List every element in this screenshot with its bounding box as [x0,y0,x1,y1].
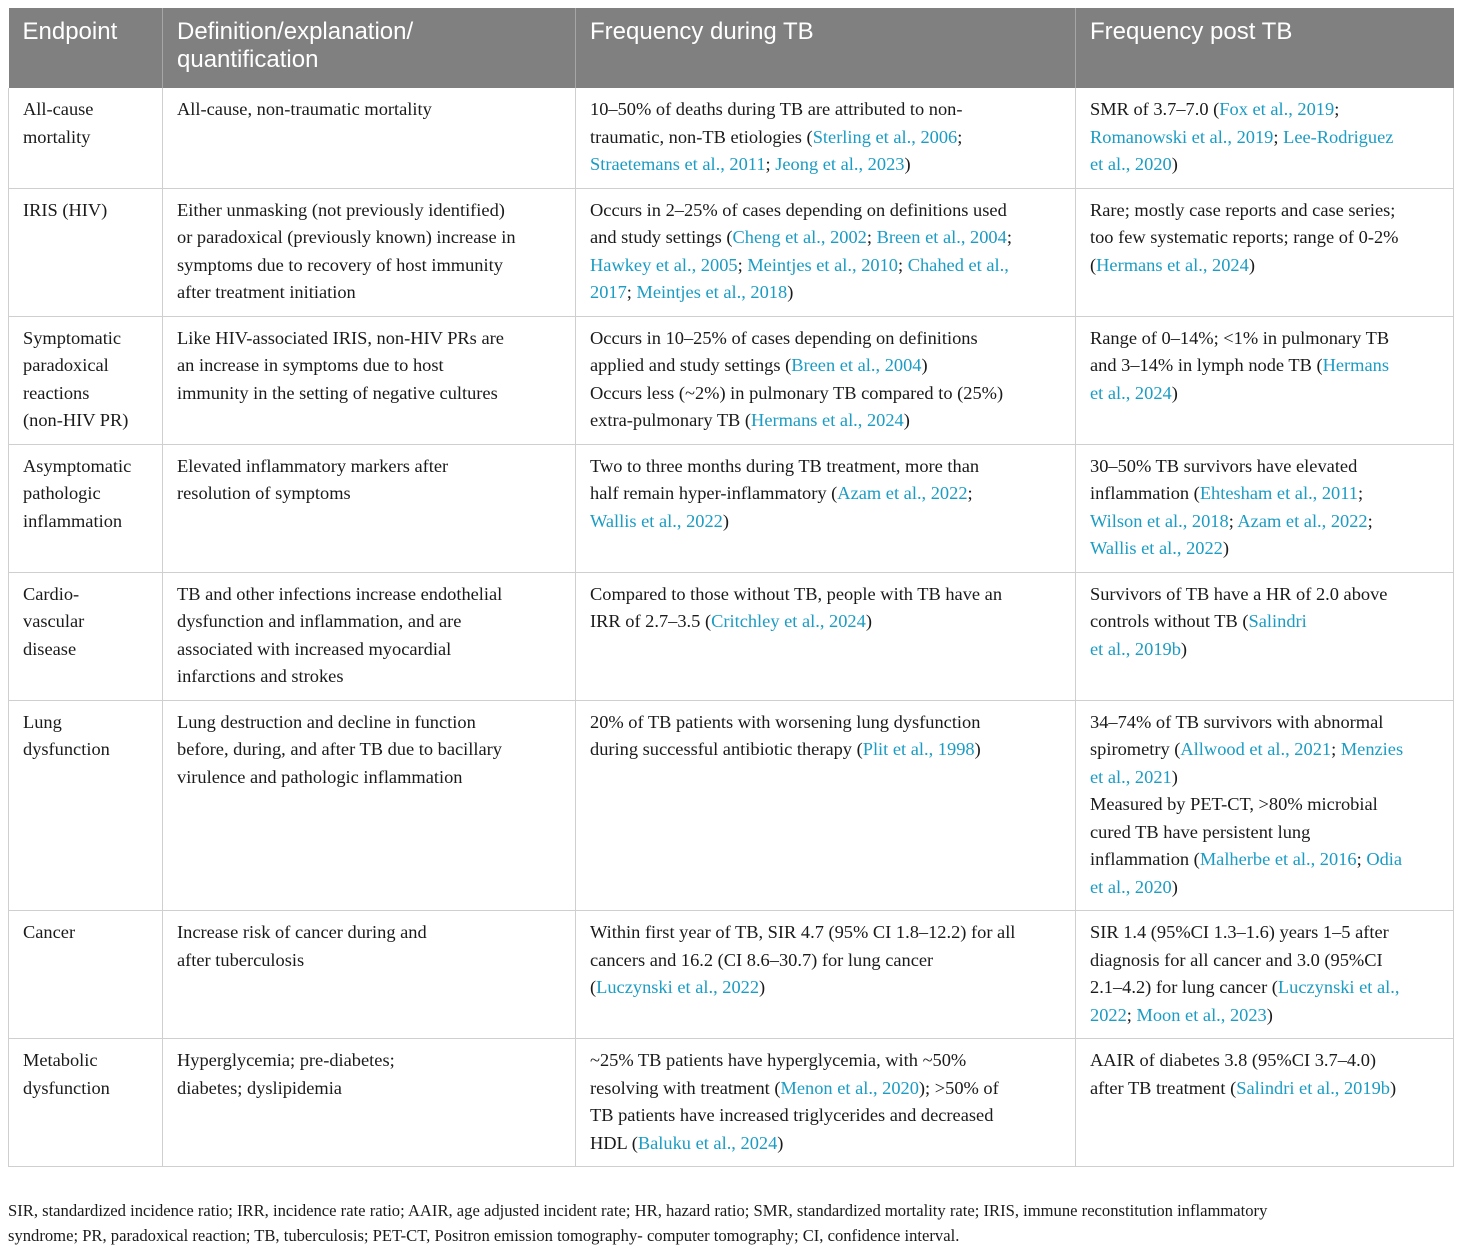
endpoint-cell-line: vascular [23,611,85,631]
frequency-during-cell-line [590,480,1061,508]
cell-text: ) [759,977,766,997]
cell-text: ) [777,1132,784,1153]
endpoint-cell [9,88,163,188]
cell-text: cancers and 16.2 (CI 8.6–30.7) for lung cancer [590,949,934,970]
definition-cell-line: after treatment initiation [177,282,356,302]
cell-text: IRR of 2.7–3.5 ( [590,611,712,631]
reference-link[interactable]: Azam et al., 2022 [837,483,968,503]
frequency-post-cell-line [1090,791,1439,819]
frequency-post-cell-line [1090,453,1439,481]
frequency-during-cell-line [590,508,1061,536]
table-row [9,188,1454,316]
cell-text: Occurs in 10–25% of cases depending on definitions [590,327,978,348]
header-definition [163,8,576,88]
cell-text: spirometry ( [1090,739,1181,759]
endpoint-cell-line: Metabolic [23,1050,98,1070]
frequency-during-cell-line [590,1102,1061,1130]
definition-cell [163,572,576,700]
cell-text: Within first year of TB, SIR 4.7 (95% CI 1.8–12.2) for all [590,922,1016,942]
definition-cell-line: Hyperglycemia; pre-diabetes; [177,1050,395,1070]
frequency-post-cell [1076,88,1454,188]
endpoint-cell [9,188,163,316]
table-row [9,88,1454,188]
cell-text: Range of 0–14%; <1% in pulmonary TB [1090,327,1390,348]
endpoint-cell-line: All-cause [23,99,94,119]
reference-link[interactable]: et al., 2020 [1090,154,1172,174]
frequency-post-cell-line [1090,124,1439,152]
endpoints-table [8,8,1454,1167]
frequency-during-cell-line [590,453,1061,481]
cell-text: diagnosis for all cancer and 3.0 (95%CI [1090,949,1383,970]
cell-text: ( [1090,254,1097,275]
cell-text: 2.1–4.2) for lung cancer ( [1090,977,1278,997]
definition-cell-line: virulence and pathologic inflammation [177,766,463,787]
cell-text: ; [866,227,877,247]
frequency-during-cell-line [590,224,1061,252]
definition-cell-line: dysfunction and inflammation, and are [177,611,462,631]
frequency-during-cell-line [590,709,1061,737]
cell-text: Occurs less (~2%) in pulmonary TB compared to (25%) [590,382,1004,403]
reference-link[interactable]: Allwood et al., 2021 [1180,739,1332,759]
frequency-during-cell [576,444,1076,572]
frequency-during-cell [576,88,1076,188]
reference-link[interactable]: 2022 [1090,1004,1127,1025]
cell-text: cured TB have persistent lung [1090,821,1311,842]
frequency-post-cell-line [1090,224,1439,252]
frequency-during-cell-line [590,252,1061,280]
definition-cell-line: diabetes; dyslipidemia [177,1077,342,1098]
endpoint-cell-line: reactions [23,382,90,403]
definition-cell [163,316,576,444]
cell-text: Rare; mostly case reports and case series; [1090,199,1396,220]
cell-text: ; [898,254,908,275]
frequency-post-cell [1076,444,1454,572]
frequency-post-cell [1076,911,1454,1039]
endpoint-cell [9,572,163,700]
definition-cell-line: after tuberculosis [177,949,305,970]
cell-text: 30–50% TB survivors have elevated [1090,455,1358,476]
frequency-post-cell-line [1090,380,1439,408]
table-row [9,572,1454,700]
definition-cell-line: Like HIV-associated IRIS, non-HIV PRs are [177,327,504,348]
definition-cell [163,88,576,188]
cell-text: applied and study settings ( [590,355,792,375]
reference-link[interactable]: Romanowski et al., 2019 [1090,126,1274,147]
cell-text: ); >50% of [918,1077,999,1098]
reference-link[interactable]: Baluku et al., 2024 [637,1132,778,1153]
reference-link[interactable]: Hermans [1322,355,1389,375]
definition-cell-line: associated with increased myocardial [177,638,452,659]
frequency-post-cell-line [1090,846,1439,874]
cell-text: Survivors of TB have a HR of 2.0 above [1090,583,1388,604]
frequency-post-cell [1076,700,1454,911]
reference-link[interactable]: et al., 2024 [1090,382,1172,403]
endpoint-cell-line: pathologic [23,483,101,503]
reference-link[interactable]: Moon et al., 2023 [1136,1004,1267,1025]
definition-cell-line: Lung destruction and decline in function [177,711,476,732]
table-body [9,88,1454,1167]
cell-text: ) [722,510,729,531]
cell-text: ; [1334,99,1340,119]
endpoint-cell-line: Lung [23,711,62,732]
cell-text: ; [1356,849,1367,869]
cell-text: traumatic, non-TB etiologies ( [590,126,813,147]
header-definition-line2: quantification [177,46,319,73]
cell-text: ; [1357,483,1364,503]
frequency-during-cell [576,1039,1076,1167]
frequency-post-cell-line [1090,608,1439,636]
definition-cell-line: before, during, and after TB due to bacillary [177,739,502,759]
cell-text: AAIR of diabetes 3.8 (95%CI 3.7–4.0) [1090,1050,1377,1070]
cell-text: too few systematic reports; range of 0-2% [1090,227,1399,247]
reference-link[interactable]: Lee-Rodriguez [1283,126,1394,147]
frequency-post-cell-line [1090,1047,1439,1075]
reference-link[interactable]: Luczynski et al., [1277,977,1400,997]
footnote-line: SIR, standardized incidence ratio; IRR, incidence rate ratio; AAIR, age adjusted incident rate; HR, hazard ratio; SMR, standardized mortality rate; IRIS, immune reconstitution inflammatory [8,1201,1268,1220]
definition-cell [163,700,576,911]
definition-cell-line: immunity in the setting of negative cultures [177,382,498,403]
endpoint-cell-line: Cancer [23,922,76,942]
reference-link[interactable]: Ehtesham et al., 2011 [1199,483,1358,503]
endpoint-cell-line: Symptomatic [23,327,122,348]
header-endpoint: Endpoint [9,8,163,88]
endpoint-cell-line: Cardio- [23,583,80,604]
definition-cell [163,911,576,1039]
reference-link[interactable]: Wallis et al., 2022 [1090,538,1223,558]
cell-text: 34–74% of TB survivors with abnormal [1090,711,1384,732]
cell-text: Compared to those without TB, people with TB have an [590,583,1003,604]
frequency-post-cell [1076,572,1454,700]
endpoint-cell-line: IRIS (HIV) [23,199,108,220]
frequency-during-cell-line [590,407,1061,435]
cell-text: after TB treatment ( [1090,1077,1237,1098]
reference-link[interactable]: Breen et al., 2004 [791,355,922,375]
cell-text: ) [1222,538,1229,558]
table-row [9,444,1454,572]
frequency-during-cell-line [590,1130,1061,1158]
endpoint-cell-line: dysfunction [23,1077,110,1098]
frequency-during-cell [576,911,1076,1039]
cell-text: 10–50% of deaths during TB are attributed to non- [590,99,963,119]
frequency-during-cell-line [590,736,1061,764]
frequency-during-cell-line [590,197,1061,225]
table-row [9,1039,1454,1167]
reference-link[interactable]: Plit et al., 1998 [862,739,975,759]
frequency-post-cell-line [1090,1075,1439,1103]
reference-link[interactable]: Hermans et al., 2024 [751,410,904,430]
definition-cell-line: resolution of symptoms [177,483,351,503]
frequency-during-cell-line [590,1047,1061,1075]
frequency-during-cell-line [590,608,1061,636]
reference-link[interactable]: Wallis et al., 2022 [590,510,723,531]
cell-text: ; [1006,227,1012,247]
definition-cell-line: an increase in symptoms due to host [177,355,444,375]
cell-text: TB patients have increased triglycerides and decreased [590,1105,994,1125]
reference-link[interactable]: Odia [1366,849,1403,869]
frequency-during-cell-line [590,919,1061,947]
reference-link[interactable]: Salindri [1248,611,1307,631]
cell-text: ; [1331,739,1341,759]
cell-text: inflammation ( [1090,849,1200,869]
endpoint-cell [9,316,163,444]
reference-link[interactable]: Luczynski et al., 2022 [596,977,760,997]
cell-text: ) [1171,154,1178,174]
endpoint-cell-line: dysfunction [23,739,110,759]
definition-cell [163,188,576,316]
frequency-post-cell-line [1090,581,1439,609]
reference-link[interactable]: Fox et al., 2019 [1219,99,1335,119]
frequency-during-cell [576,188,1076,316]
frequency-post-cell-line [1090,764,1439,792]
cell-text: ) [1180,638,1188,659]
cell-text: ) [1171,876,1178,897]
cell-text: ; [967,483,973,503]
header-frequency-post: Frequency post TB [1076,8,1454,88]
cell-text: ) [903,410,910,430]
definition-cell-line: Either unmasking (not previously identified) [177,199,505,220]
definition-cell [163,1039,576,1167]
cell-text: ) [1171,766,1178,787]
cell-text: ; [1126,1004,1137,1025]
endpoint-cell-line: (non-HIV PR) [23,410,129,430]
header-definition-line1: Definition/explanation/ [177,18,414,45]
cell-text: ( [590,977,597,997]
reference-link[interactable]: Sterling et al., 2006 [812,126,958,147]
cell-text: ) [1248,254,1255,275]
frequency-during-cell-line [590,352,1061,380]
endpoint-cell-line: inflammation [23,510,123,531]
cell-text: ) [974,739,981,759]
reference-link[interactable]: Menzies [1340,739,1404,759]
frequency-post-cell-line [1090,96,1439,124]
frequency-post-cell-line [1090,819,1439,847]
frequency-post-cell-line [1090,535,1439,563]
cell-text: ; [765,154,776,174]
endpoint-cell-line: mortality [23,126,91,147]
cell-text: SMR of 3.7–7.0 ( [1090,99,1220,119]
cell-text: ) [1266,1004,1273,1025]
reference-link[interactable]: Cheng et al., 2002 [732,227,867,247]
reference-link[interactable]: Salindri et al., 2019b [1236,1077,1390,1098]
endpoint-cell [9,1039,163,1167]
frequency-post-cell-line [1090,480,1439,508]
frequency-post-cell [1076,188,1454,316]
reference-link[interactable]: Azam et al., 2022 [1237,510,1368,531]
definition-cell-line: All-cause, non-traumatic mortality [177,99,432,119]
cell-text: resolving with treatment ( [590,1077,781,1098]
cell-text: half remain hyper-inflammatory ( [590,483,838,503]
definition-cell-line: or paradoxical (previously known) increase in [177,227,516,247]
cell-text: ) [865,611,872,631]
table-footnote [8,1198,1453,1248]
frequency-during-cell-line [590,380,1061,408]
cell-text: Measured by PET-CT, >80% microbial [1090,794,1378,814]
reference-link[interactable]: Malherbe et al., 2016 [1199,849,1357,869]
frequency-post-cell-line [1090,709,1439,737]
reference-link[interactable]: Meintjes et al., 2018 [636,282,788,302]
cell-text: ; [1367,510,1373,531]
frequency-during-cell-line [590,974,1061,1002]
frequency-post-cell-line [1090,197,1439,225]
reference-link[interactable]: Critchley et al., 2024 [711,611,866,631]
reference-link[interactable]: Breen et al., 2004 [876,227,1007,247]
cell-text: ) [1171,382,1178,403]
reference-link[interactable]: Chahed et al., [907,254,1009,275]
reference-link[interactable]: Hermans et al., 2024 [1096,254,1249,275]
cell-text: extra-pulmonary TB ( [590,410,752,430]
reference-link[interactable]: Wilson et al., 2018 [1090,510,1229,531]
cell-text: 20% of TB patients with worsening lung dysfunction [590,711,981,732]
cell-text: ; [626,282,637,302]
endpoint-cell [9,700,163,911]
cell-text: ) [921,355,928,375]
frequency-post-cell-line [1090,974,1439,1002]
cell-text: ) [1389,1077,1397,1098]
reference-link[interactable]: Hawkey et al., 2005 [590,254,738,275]
definition-cell-line: TB and other infections increase endothelial [177,583,503,604]
frequency-post-cell-line [1090,947,1439,975]
frequency-post-cell-line [1090,1002,1439,1030]
frequency-during-cell-line [590,96,1061,124]
cell-text: Two to three months during TB treatment, more than [590,455,980,476]
frequency-post-cell-line [1090,736,1439,764]
frequency-during-cell-line [590,124,1061,152]
definition-cell [163,444,576,572]
endpoint-cell-line: paradoxical [23,355,109,375]
frequency-during-cell-line [590,947,1061,975]
frequency-post-cell-line [1090,874,1439,902]
cell-text: HDL ( [590,1132,638,1153]
endpoint-cell [9,444,163,572]
frequency-post-cell-line [1090,252,1439,280]
reference-link[interactable]: Menon et al., 2020 [780,1077,919,1098]
cell-text: during successful antibiotic therapy ( [590,739,863,759]
reference-link[interactable]: Straetemans et al., 2011 [590,154,766,174]
frequency-during-cell-line [590,151,1061,179]
reference-link[interactable]: Jeong et al., 2023 [775,154,905,174]
reference-link[interactable]: et al., 2021 [1090,766,1172,787]
footnote-line: syndrome; PR, paradoxical reaction; TB, tuberculosis; PET-CT, Positron emission tomography- computer tomography; CI, confidence interval. [8,1226,960,1245]
cell-text: Occurs in 2–25% of cases depending on definitions used [590,199,1007,220]
table-row [9,316,1454,444]
frequency-post-cell-line [1090,508,1439,536]
table-container [8,8,1453,1167]
reference-link[interactable]: 2017 [590,282,627,302]
definition-cell-line: infarctions and strokes [177,666,344,686]
frequency-during-cell [576,572,1076,700]
definition-cell-line: symptoms due to recovery of host immunity [177,254,503,275]
header-row [9,8,1454,88]
cell-text: ) [904,154,911,174]
frequency-during-cell-line [590,325,1061,353]
frequency-during-cell [576,700,1076,911]
cell-text: controls without TB ( [1090,611,1249,631]
cell-text: and 3–14% in lymph node TB ( [1090,355,1323,375]
frequency-post-cell-line [1090,325,1439,353]
reference-link[interactable]: et al., 2019b [1090,638,1181,659]
frequency-post-cell-line [1090,151,1439,179]
endpoint-cell-line: Asymptomatic [23,455,132,476]
definition-cell-line: Increase risk of cancer during and [177,922,427,942]
frequency-post-cell-line [1090,352,1439,380]
cell-text: ; [1228,510,1238,531]
frequency-post-cell-line [1090,636,1439,664]
cell-text: ) [787,282,794,302]
cell-text: and study settings ( [590,227,733,247]
cell-text: SIR 1.4 (95%CI 1.3–1.6) years 1–5 after [1090,922,1389,942]
table-row [9,700,1454,911]
frequency-post-cell-line [1090,919,1439,947]
reference-link[interactable]: et al., 2020 [1090,876,1172,897]
endpoint-cell-line: disease [23,638,77,659]
endpoint-cell [9,911,163,1039]
frequency-post-cell [1076,316,1454,444]
table-row [9,911,1454,1039]
frequency-during-cell-line [590,1075,1061,1103]
definition-cell-line: Elevated inflammatory markers after [177,455,449,476]
cell-text: ; [1273,126,1284,147]
frequency-during-cell-line [590,581,1061,609]
reference-link[interactable]: Meintjes et al., 2010 [747,254,898,275]
frequency-during-cell-line [590,279,1061,307]
cell-text: inflammation ( [1090,483,1200,503]
cell-text: ; [957,126,963,147]
cell-text: ; [737,254,748,275]
cell-text: ~25% TB patients have hyperglycemia, with ~50% [590,1050,967,1070]
header-frequency-during: Frequency during TB [576,8,1076,88]
frequency-post-cell [1076,1039,1454,1167]
frequency-during-cell [576,316,1076,444]
